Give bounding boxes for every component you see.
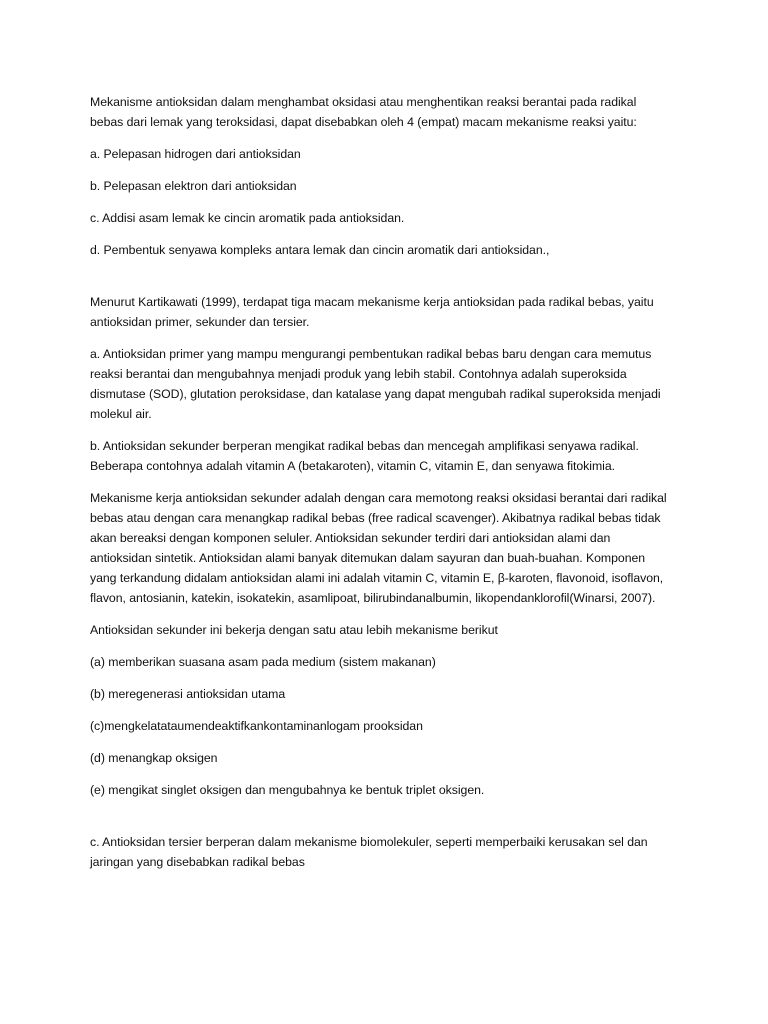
secondary-mechanism-d: (d) menangkap oksigen xyxy=(90,751,218,765)
mechanism-item-c: c. Addisi asam lemak ke cincin aromatik pada antioksidan. xyxy=(90,211,405,225)
secondary-mechanism-a: (a) memberikan suasana asam pada medium (sistem makanan) xyxy=(90,655,436,669)
secondary-mechanism-b: (b) meregenerasi antioksidan utama xyxy=(90,687,286,701)
primary-antioxidant-paragraph: a. Antioksidan primer yang mampu mengurangi pembentukan radikal bebas baru dengan cara memutus reaksi berantai dan mengubahnya menjadi produk yang lebih stabil. Contohnya adalah superoksida dismutase (SOD), glutation peroksidase, dan katalase yang dapat mengubah radikal superoksida menjadi molekul air. xyxy=(90,347,661,421)
secondary-mechanism-paragraph: Mekanisme kerja antioksidan sekunder adalah dengan cara memotong reaksi oksidasi berantai dari radikal bebas atau dengan cara menangkap radikal bebas (free radical scavenger). Akibatnya radikal bebas tidak akan bereaksi dengan komponen seluler. Antioksidan sekunder terdiri dari antioksidan alami dan antioksidan sintetik. Antioksidan alami banyak ditemukan dalam sayuran dan buah-buahan. Komponen yang terkandung didalam antioksidan alami ini adalah vitamin C, vitamin E, β-karoten, flavonoid, isoflavon, flavon, antosianin, katekin, isokatekin, asamlipoat, bilirubindanalbumin, likopendanklorofil(Winarsi, 2007). xyxy=(90,491,667,605)
secondary-mechanism-c: (c)mengkelatataumendeaktifkankontaminanlogam prooksidan xyxy=(90,719,423,733)
mechanism-item-d: d. Pembentuk senyawa kompleks antara lemak dan cincin aromatik dari antioksidan., xyxy=(90,243,550,257)
tertiary-antioxidant-paragraph: c. Antioksidan tersier berperan dalam mekanisme biomolekuler, seperti memperbaiki kerusakan sel dan jaringan yang disebabkan radikal bebas xyxy=(90,835,648,869)
secondary-antioxidant-paragraph: b. Antioksidan sekunder berperan mengikat radikal bebas dan mencegah amplifikasi senyawa radikal. Beberapa contohnya adalah vitamin A (betakaroten), vitamin C, vitamin E, dan senyawa fitokimia. xyxy=(90,439,639,473)
intro-paragraph: Mekanisme antioksidan dalam menghambat oksidasi atau menghentikan reaksi berantai pada radikal bebas dari lemak yang teroksidasi, dapat disebabkan oleh 4 (empat) macam mekanisme reaksi yaitu: xyxy=(90,95,637,129)
mechanism-item-b: b. Pelepasan elektron dari antioksidan xyxy=(90,179,297,193)
secondary-mechanism-list-intro: Antioksidan sekunder ini bekerja dengan satu atau lebih mekanisme berikut xyxy=(90,623,498,637)
secondary-mechanism-e: (e) mengikat singlet oksigen dan mengubahnya ke bentuk triplet oksigen. xyxy=(90,783,485,797)
document-body xyxy=(90,92,670,884)
mechanism-item-a: a. Pelepasan hidrogen dari antioksidan xyxy=(90,147,301,161)
classification-paragraph: Menurut Kartikawati (1999), terdapat tiga macam mekanisme kerja antioksidan pada radikal bebas, yaitu antioksidan primer, sekunder dan tersier. xyxy=(90,295,654,329)
